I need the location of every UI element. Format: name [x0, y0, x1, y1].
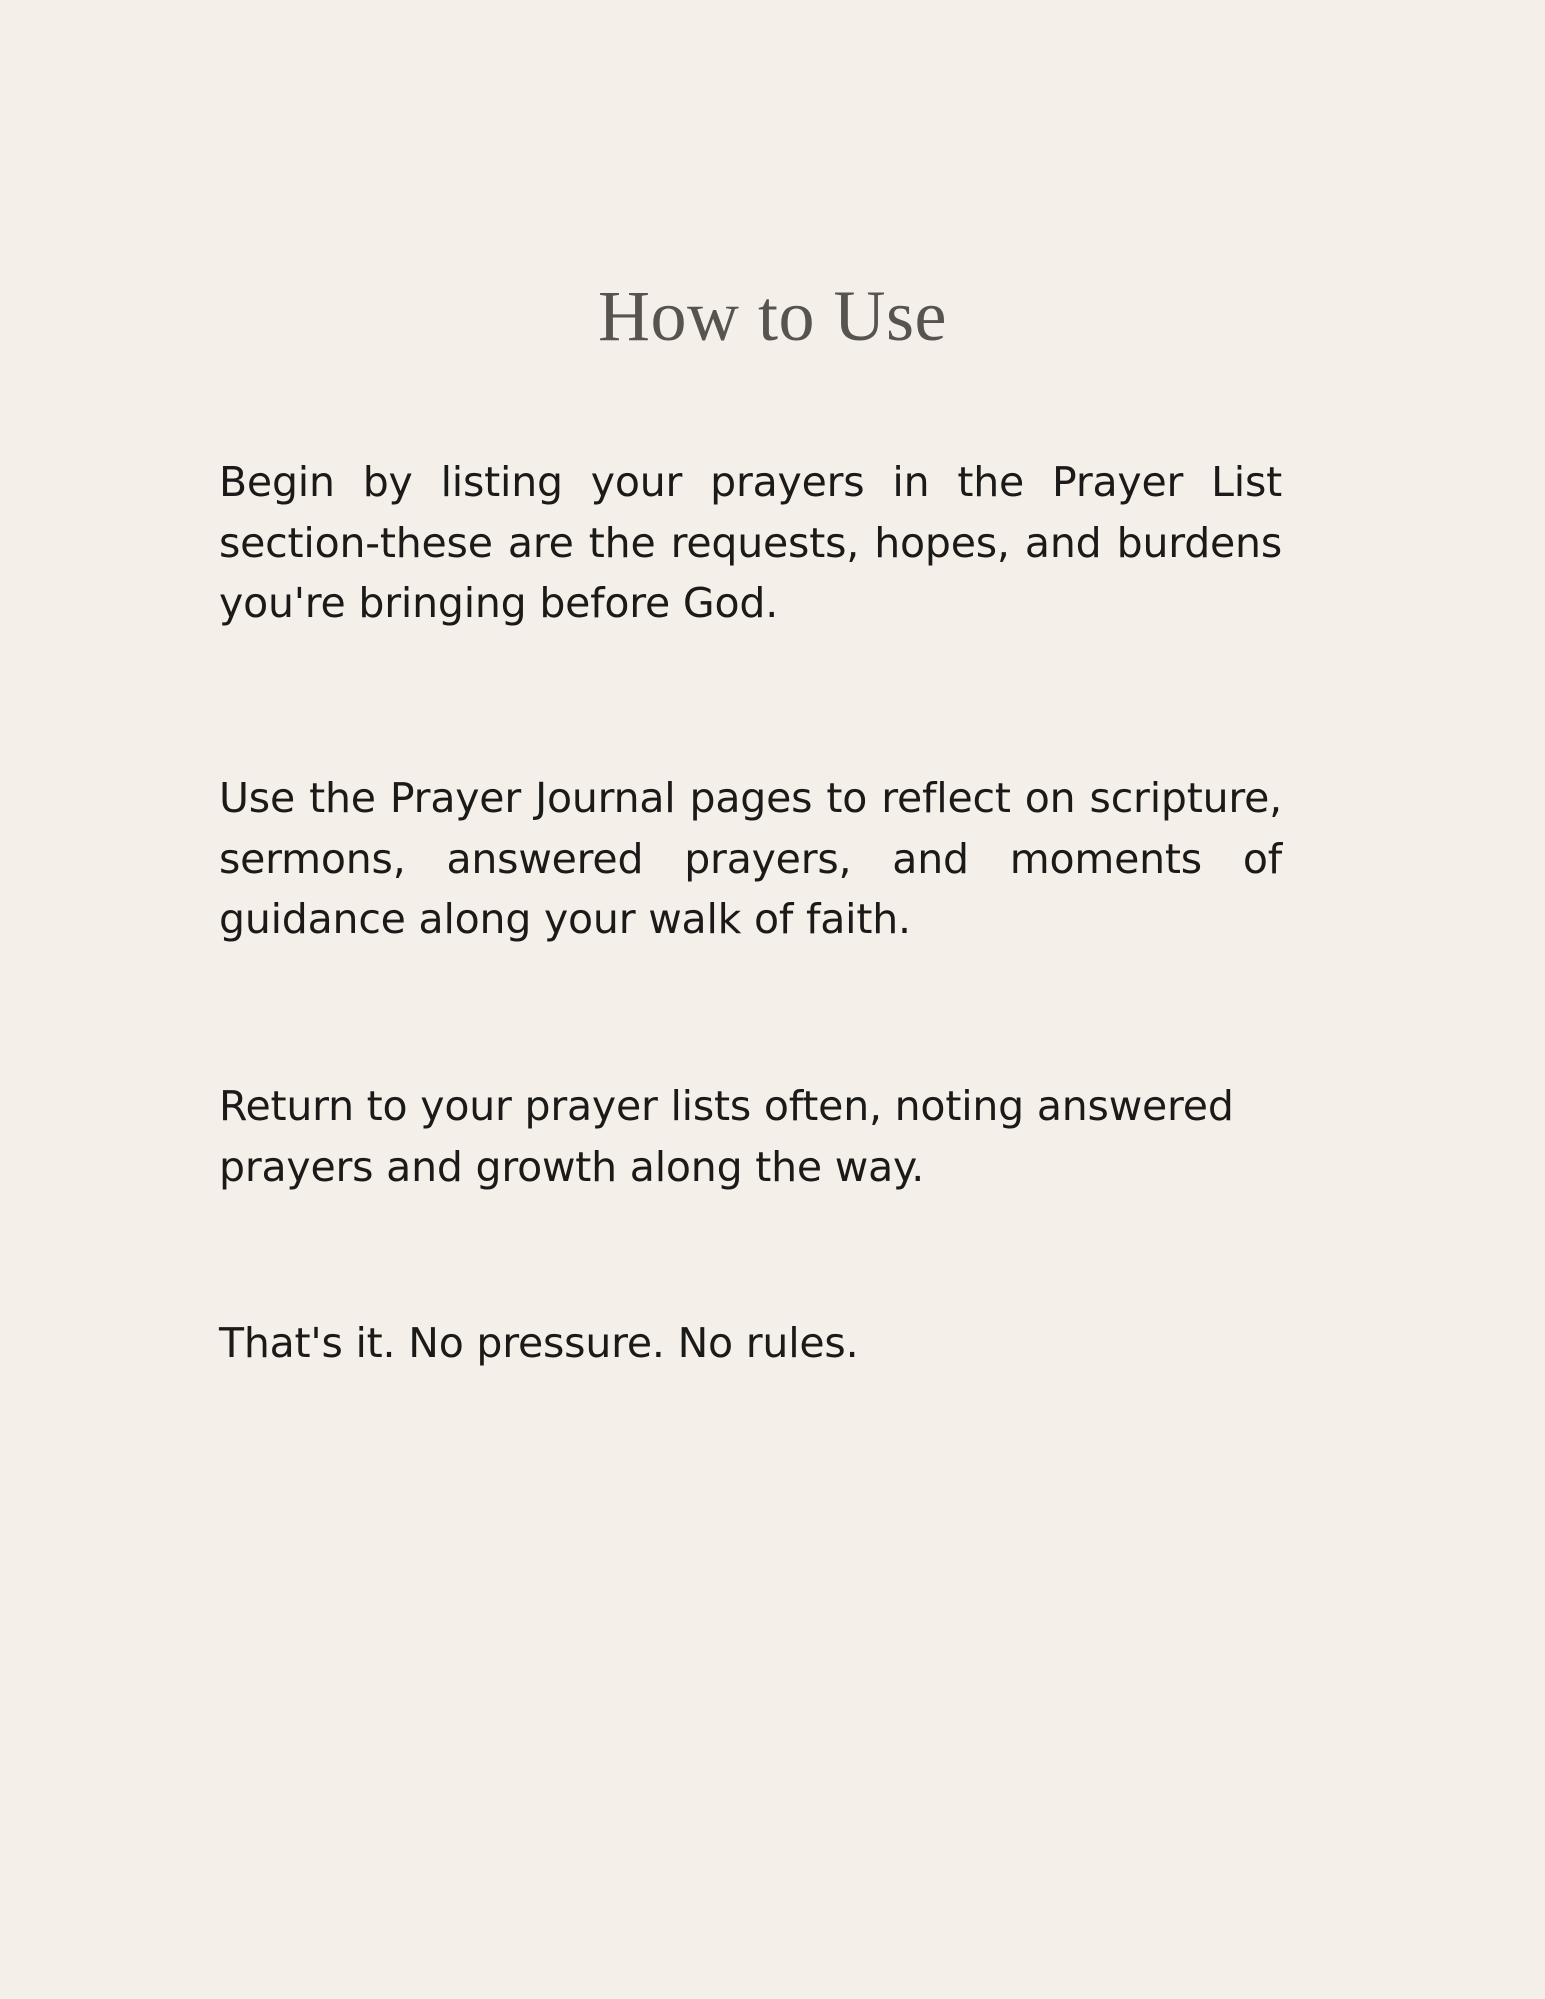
instruction-paragraph-4: That's it. No pressure. No rules.	[219, 1319, 859, 1368]
instructions-body	[219, 452, 1282, 1374]
instruction-paragraph-1: Begin by listing your prayers in the Prayer List section-these are the requests, hopes, and burdens you're bringing before God.	[219, 458, 1282, 628]
page-title: How to Use	[598, 276, 947, 357]
instruction-paragraph-3: Return to your prayer lists often, noting answered prayers and growth along the way.	[219, 1082, 1234, 1191]
instruction-paragraph-2: Use the Prayer Journal pages to reflect on scripture, sermons, answered prayers, and moments of guidance along your walk of faith.	[219, 774, 1282, 944]
